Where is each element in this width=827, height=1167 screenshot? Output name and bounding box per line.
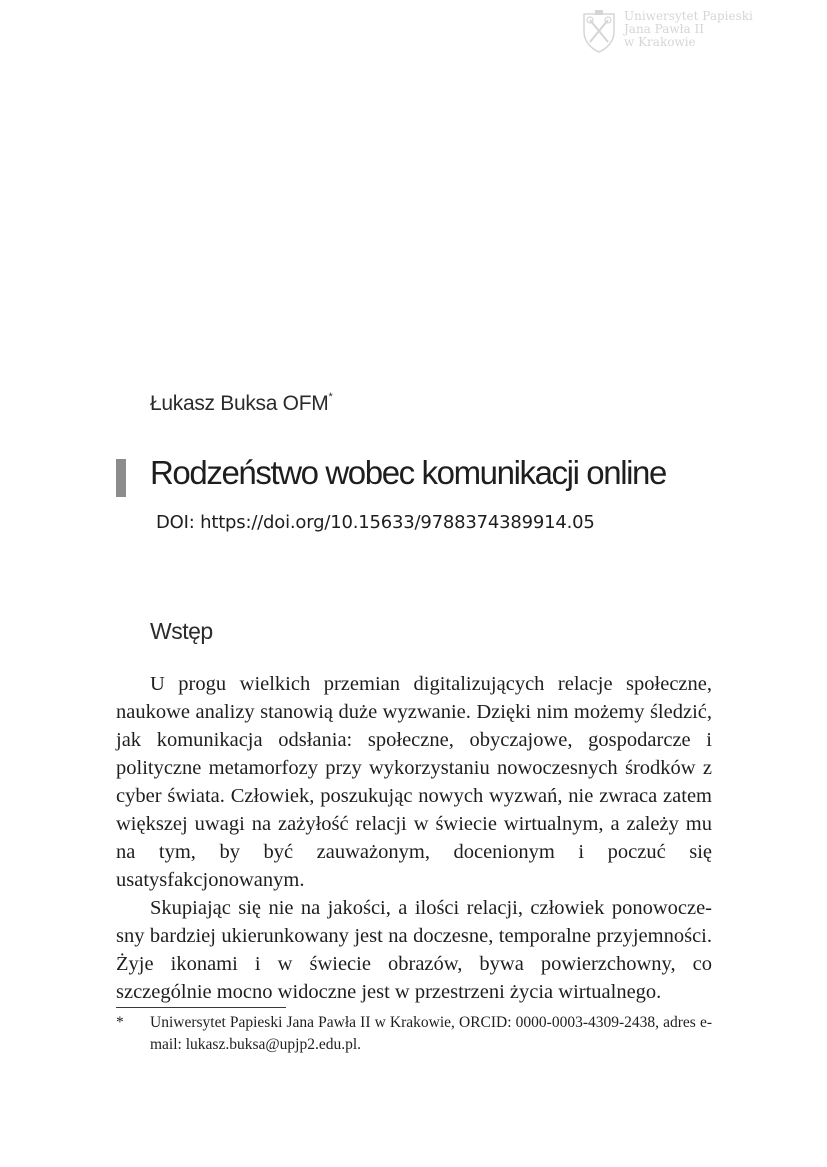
university-crest-icon [580,8,618,54]
paragraph: U progu wielkich przemian digitalizujących relacje społeczne, naukowe analizy stanowią duże wyzwanie. Dzięki nim możemy śledzić, jak komunikacja odsłania: społeczne, obyczajowe, gospodarcze i polityczne metamorfozy przy wykorzystaniu nowoczesnych środków z cyber świata. Człowiek, poszukując nowych wyzwań, nie zwraca zatem większej uwagi na zażyłość relacji w świecie wirtualnym, a zależy mu na tym, by być zauważonym, docenionym i poczuć się usatysfakcjonowanym. [116,673,712,891]
footnote-separator [116,1007,286,1008]
doi-line: DOI: https://doi.org/10.15633/9788374389914.05 [156,512,595,533]
university-watermark [580,8,820,58]
author-name-text: Łukasz Buksa OFM [150,392,329,415]
footnote-marker: * [116,1014,124,1031]
footnote-text: Uniwersytet Papieski Jana Pawła II w Krakowie, ORCID: 0000-0003-4309-2438, adres e-mail: lukasz.buksa@upjp2.edu.pl. [150,1014,712,1053]
chapter-title: Rodzeństwo wobec komunikacji online [150,454,666,491]
author-footnote-marker: * [328,391,333,403]
watermark-line: Uniwersytet Papieski [624,9,753,23]
watermark-text [624,10,753,49]
body-text [116,670,712,1006]
watermark-line: Jana Pawła II [624,22,704,36]
title-accent-bar [116,459,126,497]
author-name [150,392,332,416]
paragraph: Skupiając się nie na jakości, a ilości relacji, człowiek ponowoczesny bardziej ukierunkowany jest na doczesne, temporalne przyjemności. Żyje ikonami i w świecie obrazów, bywa powierzchowny, co szczególnie mocno widoczne jest w przestrzeni życia wirtualnego. [116,897,712,1003]
watermark-line: w Krakowie [624,35,696,49]
section-heading: Wstęp [150,618,213,644]
footnote [116,1012,712,1056]
